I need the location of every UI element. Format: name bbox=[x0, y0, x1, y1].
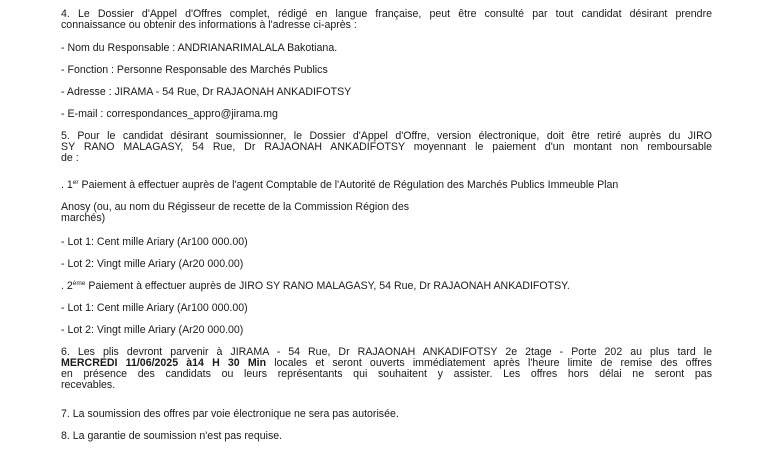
payment-2-lot-1: - Lot 1: Cent mille Ariary (Ar100 000.00) bbox=[61, 302, 248, 314]
deadline-date: MERCREDI 11/06/2025 à14 H 30 Min bbox=[61, 357, 267, 369]
p4-line-2: connaissance ou obtenir des informations à l'adresse ci-après : bbox=[61, 19, 357, 31]
p6-line-1: 6. Les plis devront parvenir à JIRAMA - 54 Rue, Dr RAJAONAH ANKADIFOTSY 2e 2tage - Porte 202 au plus tard le bbox=[61, 346, 712, 358]
payment-1-prefix: . 1 bbox=[61, 179, 73, 191]
payment-1-continuation-1: Anosy (ou, au nom du Régisseur de recette de la Commission Région des bbox=[61, 201, 410, 213]
responsable-address: - Adresse : JIRAMA - 54 Rue, Dr RAJAONAH ANKADIFOTSY bbox=[61, 86, 352, 98]
responsable-email: - E-mail : correspondances_appro@jirama.mg bbox=[61, 108, 278, 120]
p5-line-2: SY RANO MALAGASY, 54 Rue, Dr RAJAONAH ANKADIFOTSY moyennant le paiement d'un montant non remboursable bbox=[61, 141, 712, 153]
payment-2-text: Paiement à effectuer auprès de JIRO SY RANO MALAGASY, 54 Rue, Dr RAJAONAH ANKADIFOTSY. bbox=[85, 280, 570, 292]
payment-1-ordinal: er bbox=[72, 179, 79, 186]
responsable-function: - Fonction : Personne Responsable des Marchés Publics bbox=[61, 64, 328, 76]
responsable-name: - Nom du Responsable : ANDRIANARIMALALA Bakotiana. bbox=[61, 42, 338, 54]
p8-line: 8. La garantie de soumission n'est pas requise. bbox=[61, 430, 283, 442]
p5-line-1: 5. Pour le candidat désirant soumissionner, le Dossier d'Appel d'Offre, version électronique, doit être retiré auprès du JIRO bbox=[61, 130, 712, 142]
payment-2-lot-2: - Lot 2: Vingt mille Ariary (Ar20 000.00) bbox=[61, 324, 244, 336]
payment-1-lot-1: - Lot 1: Cent mille Ariary (Ar100 000.00) bbox=[61, 236, 248, 248]
payment-1-line bbox=[61, 179, 618, 191]
payment-1-lot-2: - Lot 2: Vingt mille Ariary (Ar20 000.00) bbox=[61, 258, 244, 270]
p5-line-3: de : bbox=[61, 152, 79, 164]
p6-line-2-rest: locales et seront ouverts immédiatement après l'heure limite de remise des offres bbox=[266, 357, 712, 369]
payment-1-text: Paiement à effectuer auprès de l'agent Comptable de l'Autorité de Régulation des Marchés Publics Immeuble Plan bbox=[78, 179, 619, 191]
p6-line-3: en présence des candidats ou leurs représentants qui souhaitent y assister. Les offres hors délai ne seront pas bbox=[61, 368, 712, 380]
payment-1-continuation-2: marchés) bbox=[61, 212, 106, 224]
payment-2-ordinal: ème bbox=[72, 280, 86, 287]
p7-line: 7. La soumission des offres par voie électronique ne sera pas autorisée. bbox=[61, 408, 399, 420]
p6-line-4: recevables. bbox=[61, 379, 116, 391]
payment-2-line bbox=[61, 280, 570, 292]
payment-2-prefix: . 2 bbox=[61, 280, 73, 292]
p4-line-1: 4. Le Dossier d'Appel d'Offres complet, rédigé en langue française, peut être consulté par tout candidat désirant prendre bbox=[61, 8, 712, 20]
